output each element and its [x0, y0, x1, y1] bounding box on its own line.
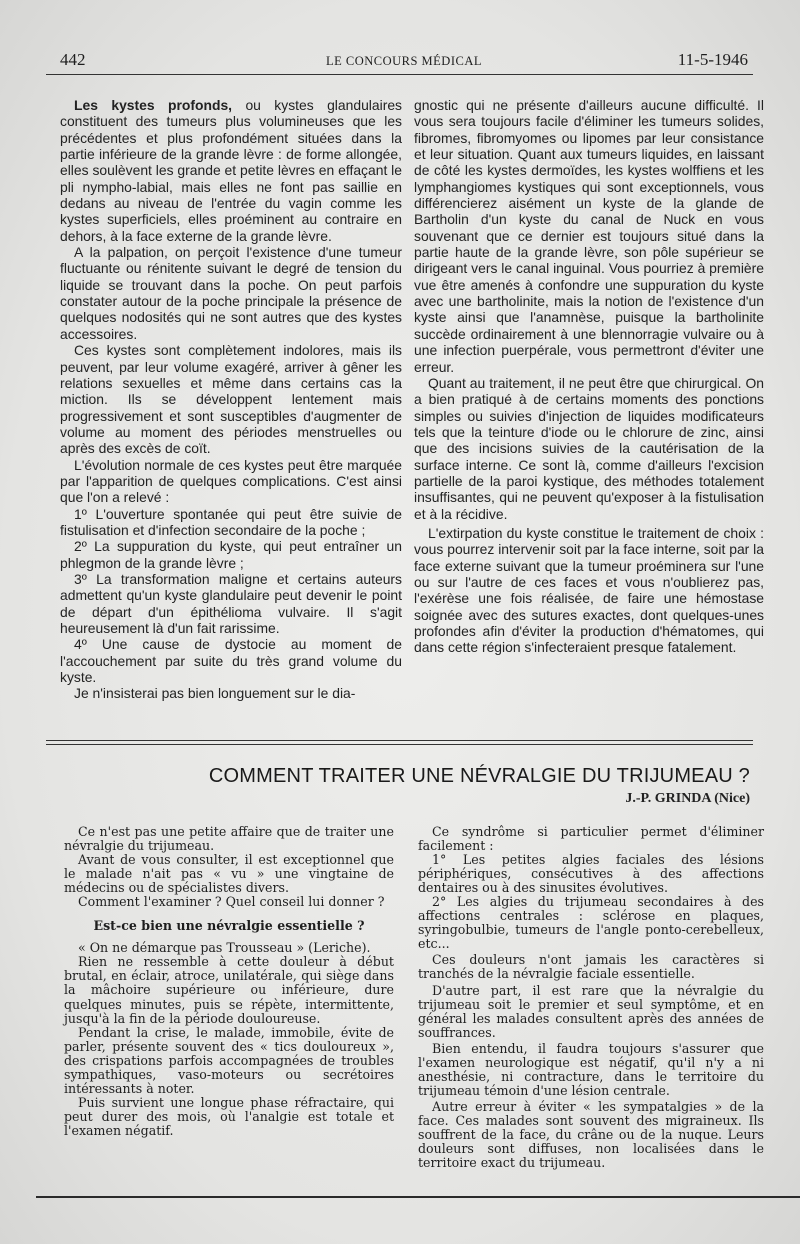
paragraph: D'autre part, il est rare que la névralgie du trijumeau soit le premier et seul symptôme, et en général les malades consultent après des années de souffrances. [418, 982, 764, 1040]
lead-in: Les kystes profonds, [74, 97, 233, 113]
paragraph: Autre erreur à éviter « les sympatalgies » de la face. Ces malades sont souvent des migraineux. Ils souffrent de la face, du crâne ou de la nuque. Leurs douleurs sont diffuses, non localisées dans le territoire exact du trijumeau. [418, 1098, 764, 1171]
journal-title: LE CONCOURS MÉDICAL [325, 54, 483, 68]
paragraph: Je n'insisterai pas bien longuement sur le dia- [74, 685, 356, 702]
paragraph: L'évolution normale de ces kystes peut être marquée par l'apparition de quelques complications. C'est ainsi que l'on a relevé : [60, 456, 402, 506]
list-item: 1° Les petites algies faciales des lésions périphériques, consécutives à des affections dentaires ou à des sinusites évolutives. [418, 852, 764, 896]
paragraph: Ces kystes sont complètement indolores, mais ils peuvent, par leur volume exagéré, arriver à gêner les relations sexuelles et même dans certains cas la miction. Ils se développent lentement mais progressivement et sont susceptibles d'augmenter de volume au moment des périodes menstruelles ou après des excès de coït. [60, 342, 402, 457]
paragraph: Quant au traitement, il ne peut être que chirurgical. On a bien pratiqué à de certains moments des ponctions simples ou suivies d'injection de liquides modificateurs tels que la teinture d'iode ou le chlorure de zinc, ainsi que des incisions suivies de la cautérisation de la surface interne. Ce sont là, comme d'ailleurs l'excision partielle de la paroi kystique, des méthodes totalement insuffisantes, qui ne peuvent qu'exposer à la fistulisation et à la récidive. [414, 374, 764, 522]
paragraph: Ces douleurs n'ont jamais les caractères si tranchés de la névralgie faciale essentielle. [418, 952, 764, 982]
article1-column-left [60, 97, 402, 702]
section-divider-rule [46, 740, 753, 741]
paragraph: Ce syndrôme si particulier permet d'éliminer facilement : [418, 824, 764, 854]
page-number: 442 [60, 50, 86, 69]
article2-column-left [64, 825, 394, 1138]
list-item: 1º L'ouverture spontanée qui peut être suivie de fistulisation et d'infection secondaire de la poche ; [60, 505, 402, 538]
header-rule [46, 74, 753, 75]
article-title: COMMENT TRAITER UNE NÉVRALGIE DU TRIJUMEAU ? [208, 765, 750, 787]
paragraph: Puis survient une longue phase réfractaire, qui peut durer des mois, où l'analgie est totale et l'examen négatif. [64, 1094, 394, 1138]
paragraph: « On ne démarque pas Trousseau » (Leriche). [78, 940, 371, 956]
list-item: 3º La transformation maligne et certains auteurs admettent qu'un kyste glandulaire peut devenir le point de départ d'un épithélioma vulvaire. Il s'agit heureusement là d'un fait rarissime. [60, 570, 402, 636]
section-divider-rule [46, 744, 753, 745]
article1-column-right [414, 97, 764, 656]
paragraph: Avant de vous consulter, il est exceptionnel que le malade n'ait pas « vu » une vingtaine de médecins ou de spécialistes divers. [64, 852, 394, 896]
paragraph: Les kystes profonds, ou kystes glandulaires constituent des tumeurs plus volumineuses que les précédentes et plus profondément situées dans la partie inférieure de la grande lèvre : de forme allongée, elles soulèvent les grande et petite lèvres en effaçant le pli nympho-labial, mais elles ne font pas saillie en dedans au niveau de l'entrée du vagin comme les kystes superficiels, elles proéminent au contraire en dehors, à la face externe de la grande lèvre. [60, 97, 402, 244]
paragraph: Rien ne ressemble à cette douleur à début brutal, en éclair, atroce, unilatérale, qui siège dans la mâchoire supérieure ou inférieure, dure quelques minutes, puis se répète, intermittente, jusqu'à la fin de la période douloureuse. [64, 954, 394, 1026]
paragraph: Ce n'est pas une petite affaire que de traiter une névralgie du trijumeau. [64, 824, 394, 854]
subheading: Est-ce bien une névralgie essentielle ? [93, 918, 365, 934]
paragraph: A la palpation, on perçoit l'existence d'une tumeur fluctuante ou rénitente suivant le degré de tension du liquide se trouvant dans la poche. On peut parfois constater autour de la poche principale la présence de quelques nodosités qui ne sont autres que des kystes accessoires. [60, 244, 402, 342]
paragraph: Pendant la crise, le malade, immobile, évite de parler, présente souvent des « tics douloureux », des crispations parfois accompagnées de troubles sympathiques, vaso-moteurs ou secrétoires intéressants à noter. [64, 1024, 394, 1096]
list-item: 2° Les algies du trijumeau secondaires à des affections centrales : sclérose en plaques, syringobulbie, tumeurs de l'angle ponto-cerebelleux, etc... [418, 894, 764, 952]
paragraph: Bien entendu, il faudra toujours s'assurer que l'examen neurologique est négatif, qu'il n'y a ni anesthésie, ni contracture, dans le territoire du trijumeau témoin d'une lésion centrale. [418, 1040, 764, 1098]
paragraph: L'extirpation du kyste constitue le traitement de choix : vous pourrez intervenir soit par la face interne, soit par la face externe suivant que la tumeur proéminera sur l'une ou sur l'autre de ces faces et vous n'oublierez pas, l'exérèse une fois réalisée, de faire une hémostase soignée avec des sutures exactes, dont quelques-unes profondes afin d'éviter la production d'hématomes, qui dans cette région s'infecteraient presque fatalement. [414, 524, 764, 656]
list-item: 4º Une cause de dystocie au moment de l'accouchement par suite du très grand volume du kyste. [60, 636, 402, 686]
issue-date: 11-5-1946 [677, 50, 748, 69]
article-author: J.-P. GRINDA (Nice) [625, 791, 750, 806]
footer-rule [36, 1196, 800, 1198]
list-item: 2º La suppuration du kyste, qui peut entraîner un phlegmon de la grande lèvre ; [60, 538, 402, 571]
paragraph: gnostic qui ne présente d'ailleurs aucune difficulté. Il vous sera toujours facile d'éliminer les tumeurs solides, fibromes, fibromyomes ou lipomes par leur consistance et leur situation. Quant aux tumeurs liquides, en laissant de côté les kystes dermoïdes, les kystes wolffiens et les lymphangiomes kystiques qui sont exceptionnels, vous différencierez aisément un kyste de la glande de Bartholin d'un kyste du canal de Nuck en vous souvenant que ce dernier est toujours situé dans la partie haute de la grande lèvre, son pôle supérieur se dirigeant vers le canal inguinal. Vous pourriez à première vue être amenés à confondre une suppuration du kyste avec une bartholinite, mais la notion de l'existence d'un kyste ainsi que l'anamnèse, puisque la bartholinite succède ordinairement à une blennorragie vulvaire ou à une infection puerpérale, vous permettront d'éviter une erreur. [414, 97, 764, 375]
running-header [60, 50, 748, 72]
paragraph: Comment l'examiner ? Quel conseil lui donner ? [78, 894, 385, 910]
article2-column-right [418, 825, 764, 1170]
